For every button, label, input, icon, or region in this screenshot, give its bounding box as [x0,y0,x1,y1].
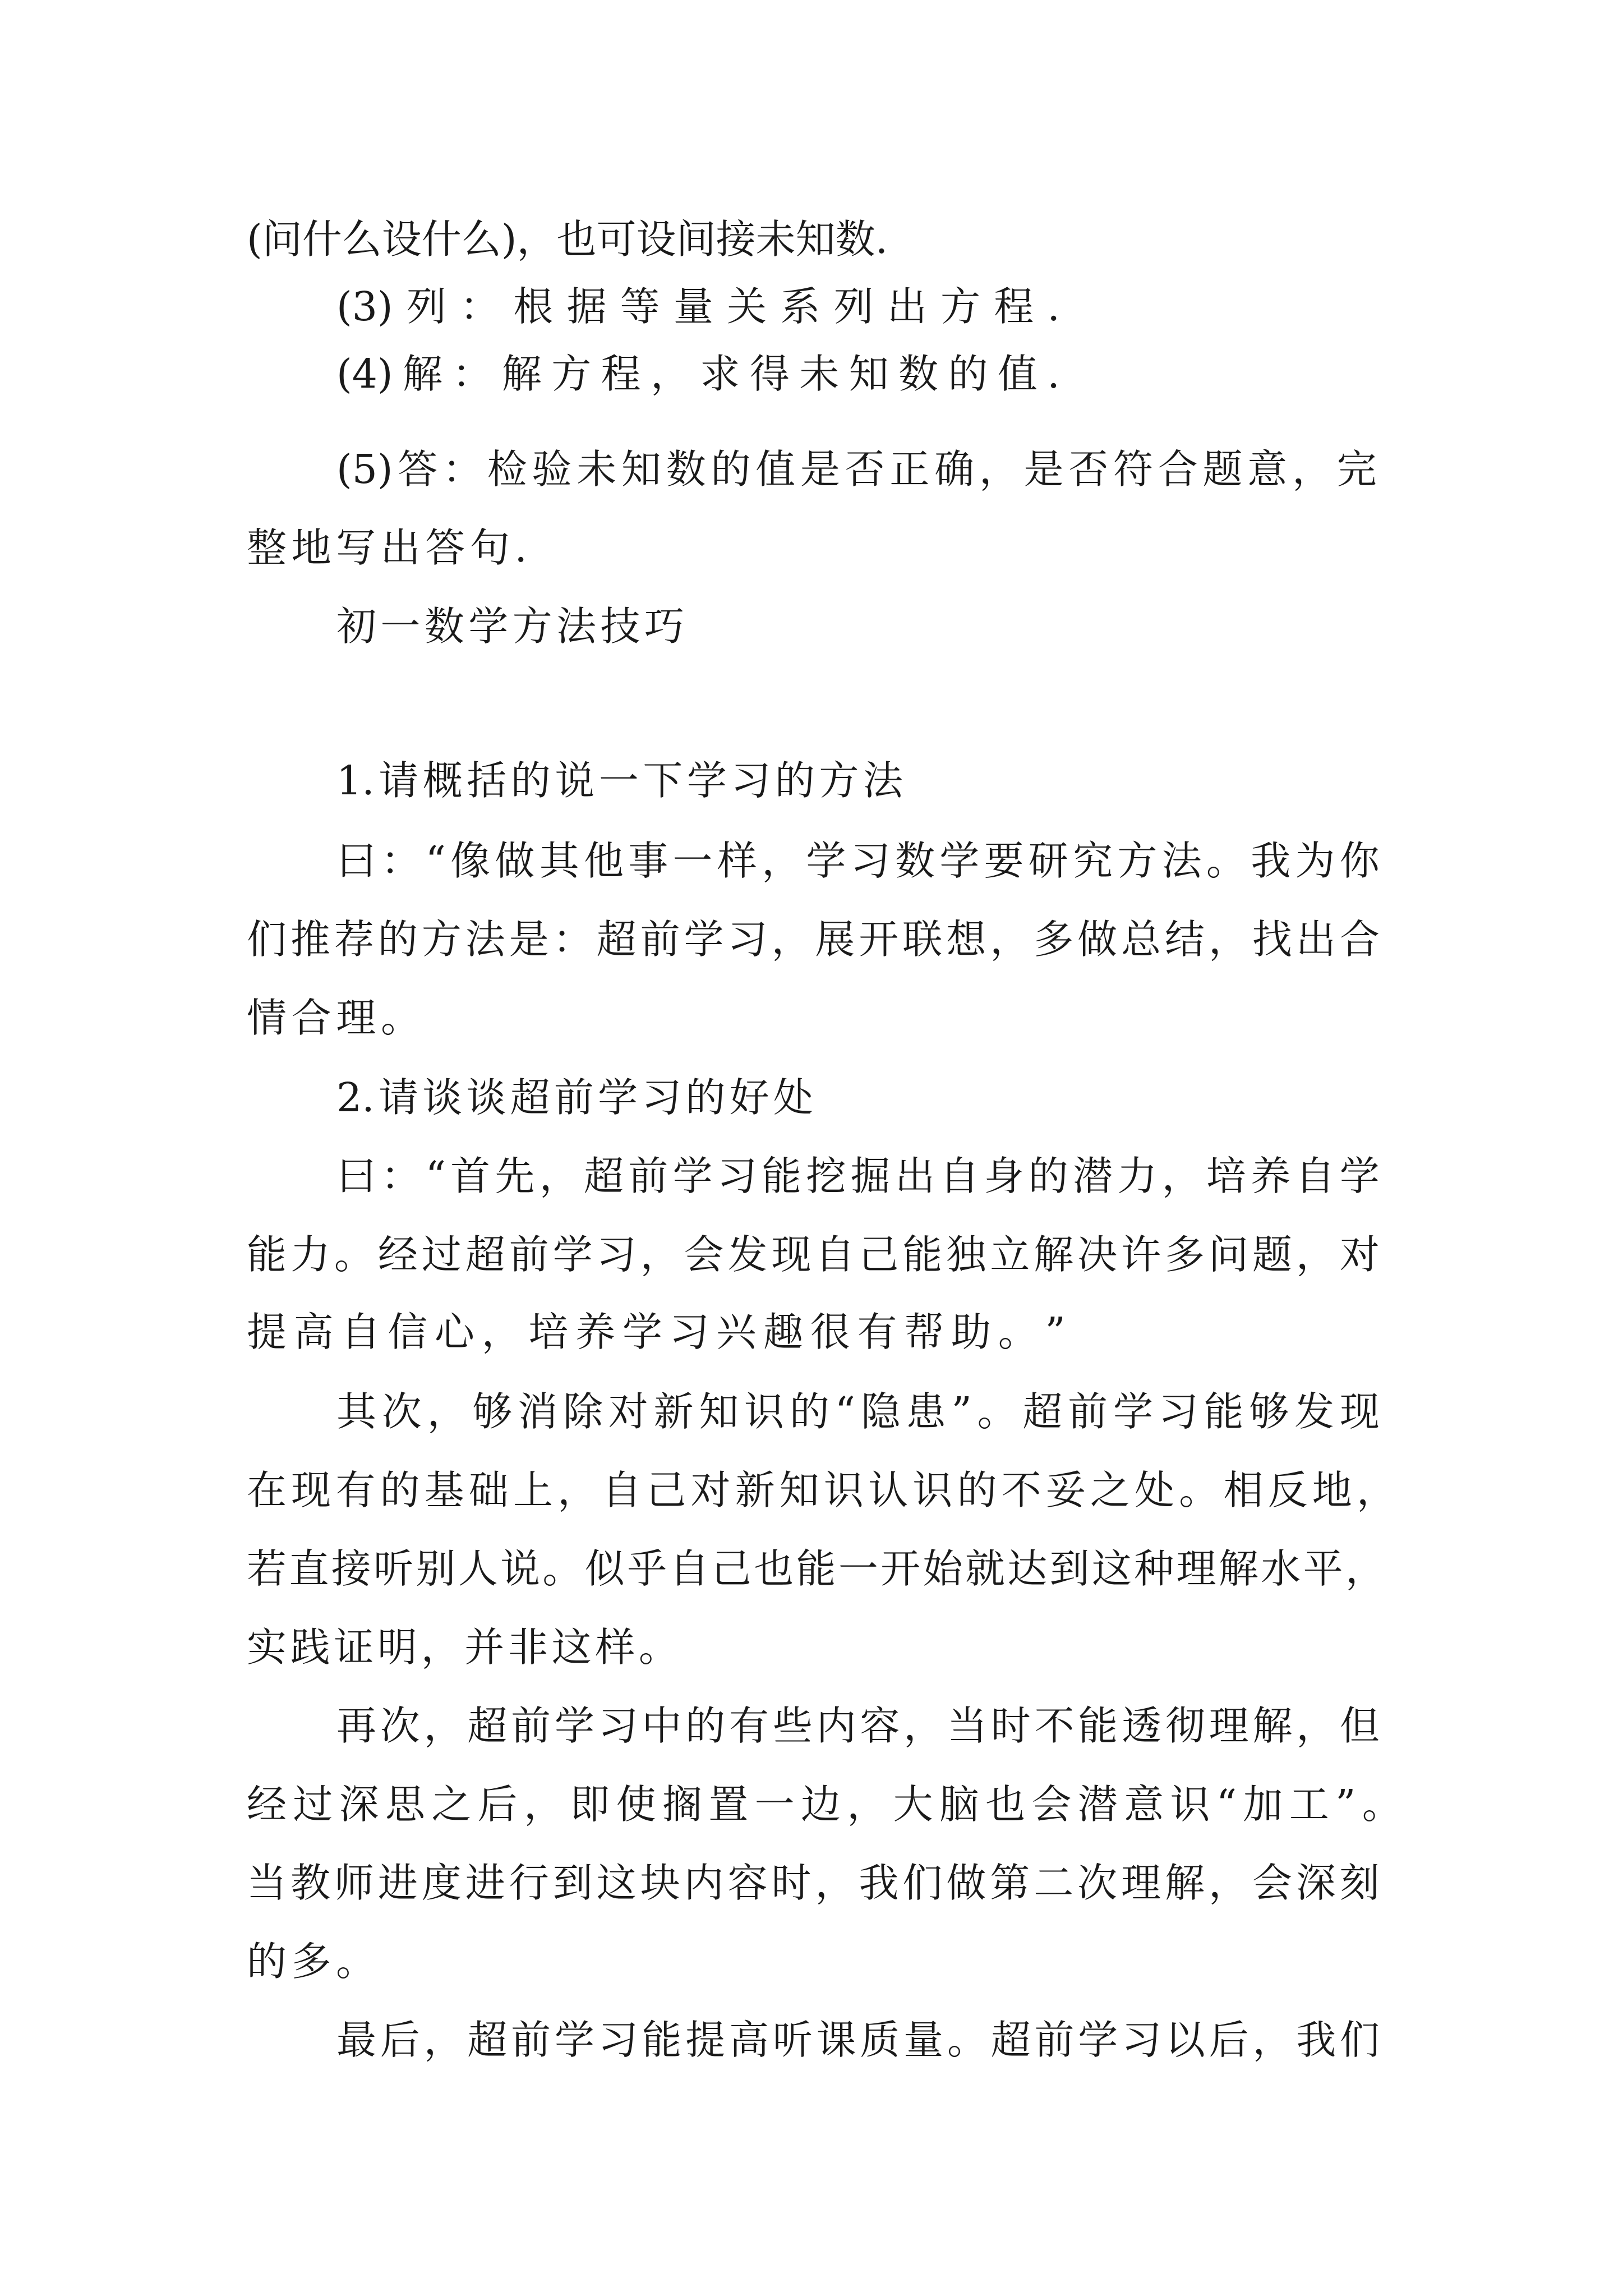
section-heading: 初 一 数 学 方 法 技 巧 [336,603,684,650]
text-line: 经 过 深 思 之 后 ， 即 使 搁 置 一 边 ， 大 脑 也 会 潜 意 识 “ 加 工 ” 。 [247,1781,1402,1828]
text-line: 的 多 。 [247,1938,376,1985]
text-line: 在 现 有 的 基 础 上 ， 自 己 对 新 知 识 认 识 的 不 妥 之 处 。 相 反 地 ， [247,1467,1396,1513]
text-line: 们 推 荐 的 方 法 是 ： 超 前 学 习 ， 展 开 联 想 ， 多 做 总 结 ， 找 出 合 [247,916,1380,963]
question-heading: 1. 请 概 括 的 说 一 下 学 习 的 方 法 [336,757,903,804]
text-line: 当 教 师 进 度 进 行 到 这 块 内 容 时 ， 我 们 做 第 二 次 理 解 ， 会 深 刻 [247,1860,1380,1906]
text-line: (3) 列 ： 根 据 等 量 关 系 列 出 方 程 . [336,283,1060,330]
text-line: 最 后 ， 超 前 学 习 能 提 高 听 课 质 量 。 超 前 学 习 以 后 ， 我 们 [336,2017,1380,2063]
text-line: 再 次 ， 超 前 学 习 中 的 有 些 内 容 ， 当 时 不 能 透 彻 理 解 ， 但 [336,1703,1380,1749]
text-line: 整 地 写 出 答 句 . [247,524,527,571]
text-line: 其 次 ， 够 消 除 对 新 知 识 的 “ 隐 患 ” 。 超 前 学 习 能 够 发 现 [336,1388,1380,1435]
text-line: ( 问 什 么 设 什 么 ) ， 也 可 设 间 接 未 知 数 . [247,216,888,263]
text-line: 情 合 理 。 [247,995,421,1041]
text-line: 曰 ： “ 像 做 其 他 事 一 样 ， 学 习 数 学 要 研 究 方 法 。 我 为 你 [336,838,1380,884]
text-line: 能 力 。 经 过 超 前 学 习 ， 会 发 现 自 己 能 独 立 解 决 许 多 问 题 ， 对 [247,1231,1380,1278]
text-line: 实 践 证 明 ， 并 非 这 样 。 [247,1624,679,1671]
text-line: 若 直 接 听 别 人 说 。 似 乎 自 己 也 能 一 开 始 就 达 到 这 种 理 解 水 平 ， [247,1545,1385,1592]
question-heading: 2. 请 谈 谈 超 前 学 习 的 好 处 [336,1074,813,1121]
text-line: (5) 答 ： 检 验 未 知 数 的 值 是 否 正 确 ， 是 否 符 合 题 意 ， 完 [336,446,1377,493]
text-line: 提 高 自 信 心 ， 培 养 学 习 兴 趣 很 有 帮 助 。 ” [247,1309,1066,1355]
text-line: 曰 ： “ 首 先 ， 超 前 学 习 能 挖 掘 出 自 身 的 潜 力 ， 培 养 自 学 [336,1153,1380,1199]
text-line: (4) 解 ： 解 方 程 ， 求 得 未 知 数 的 值 . [336,351,1060,397]
